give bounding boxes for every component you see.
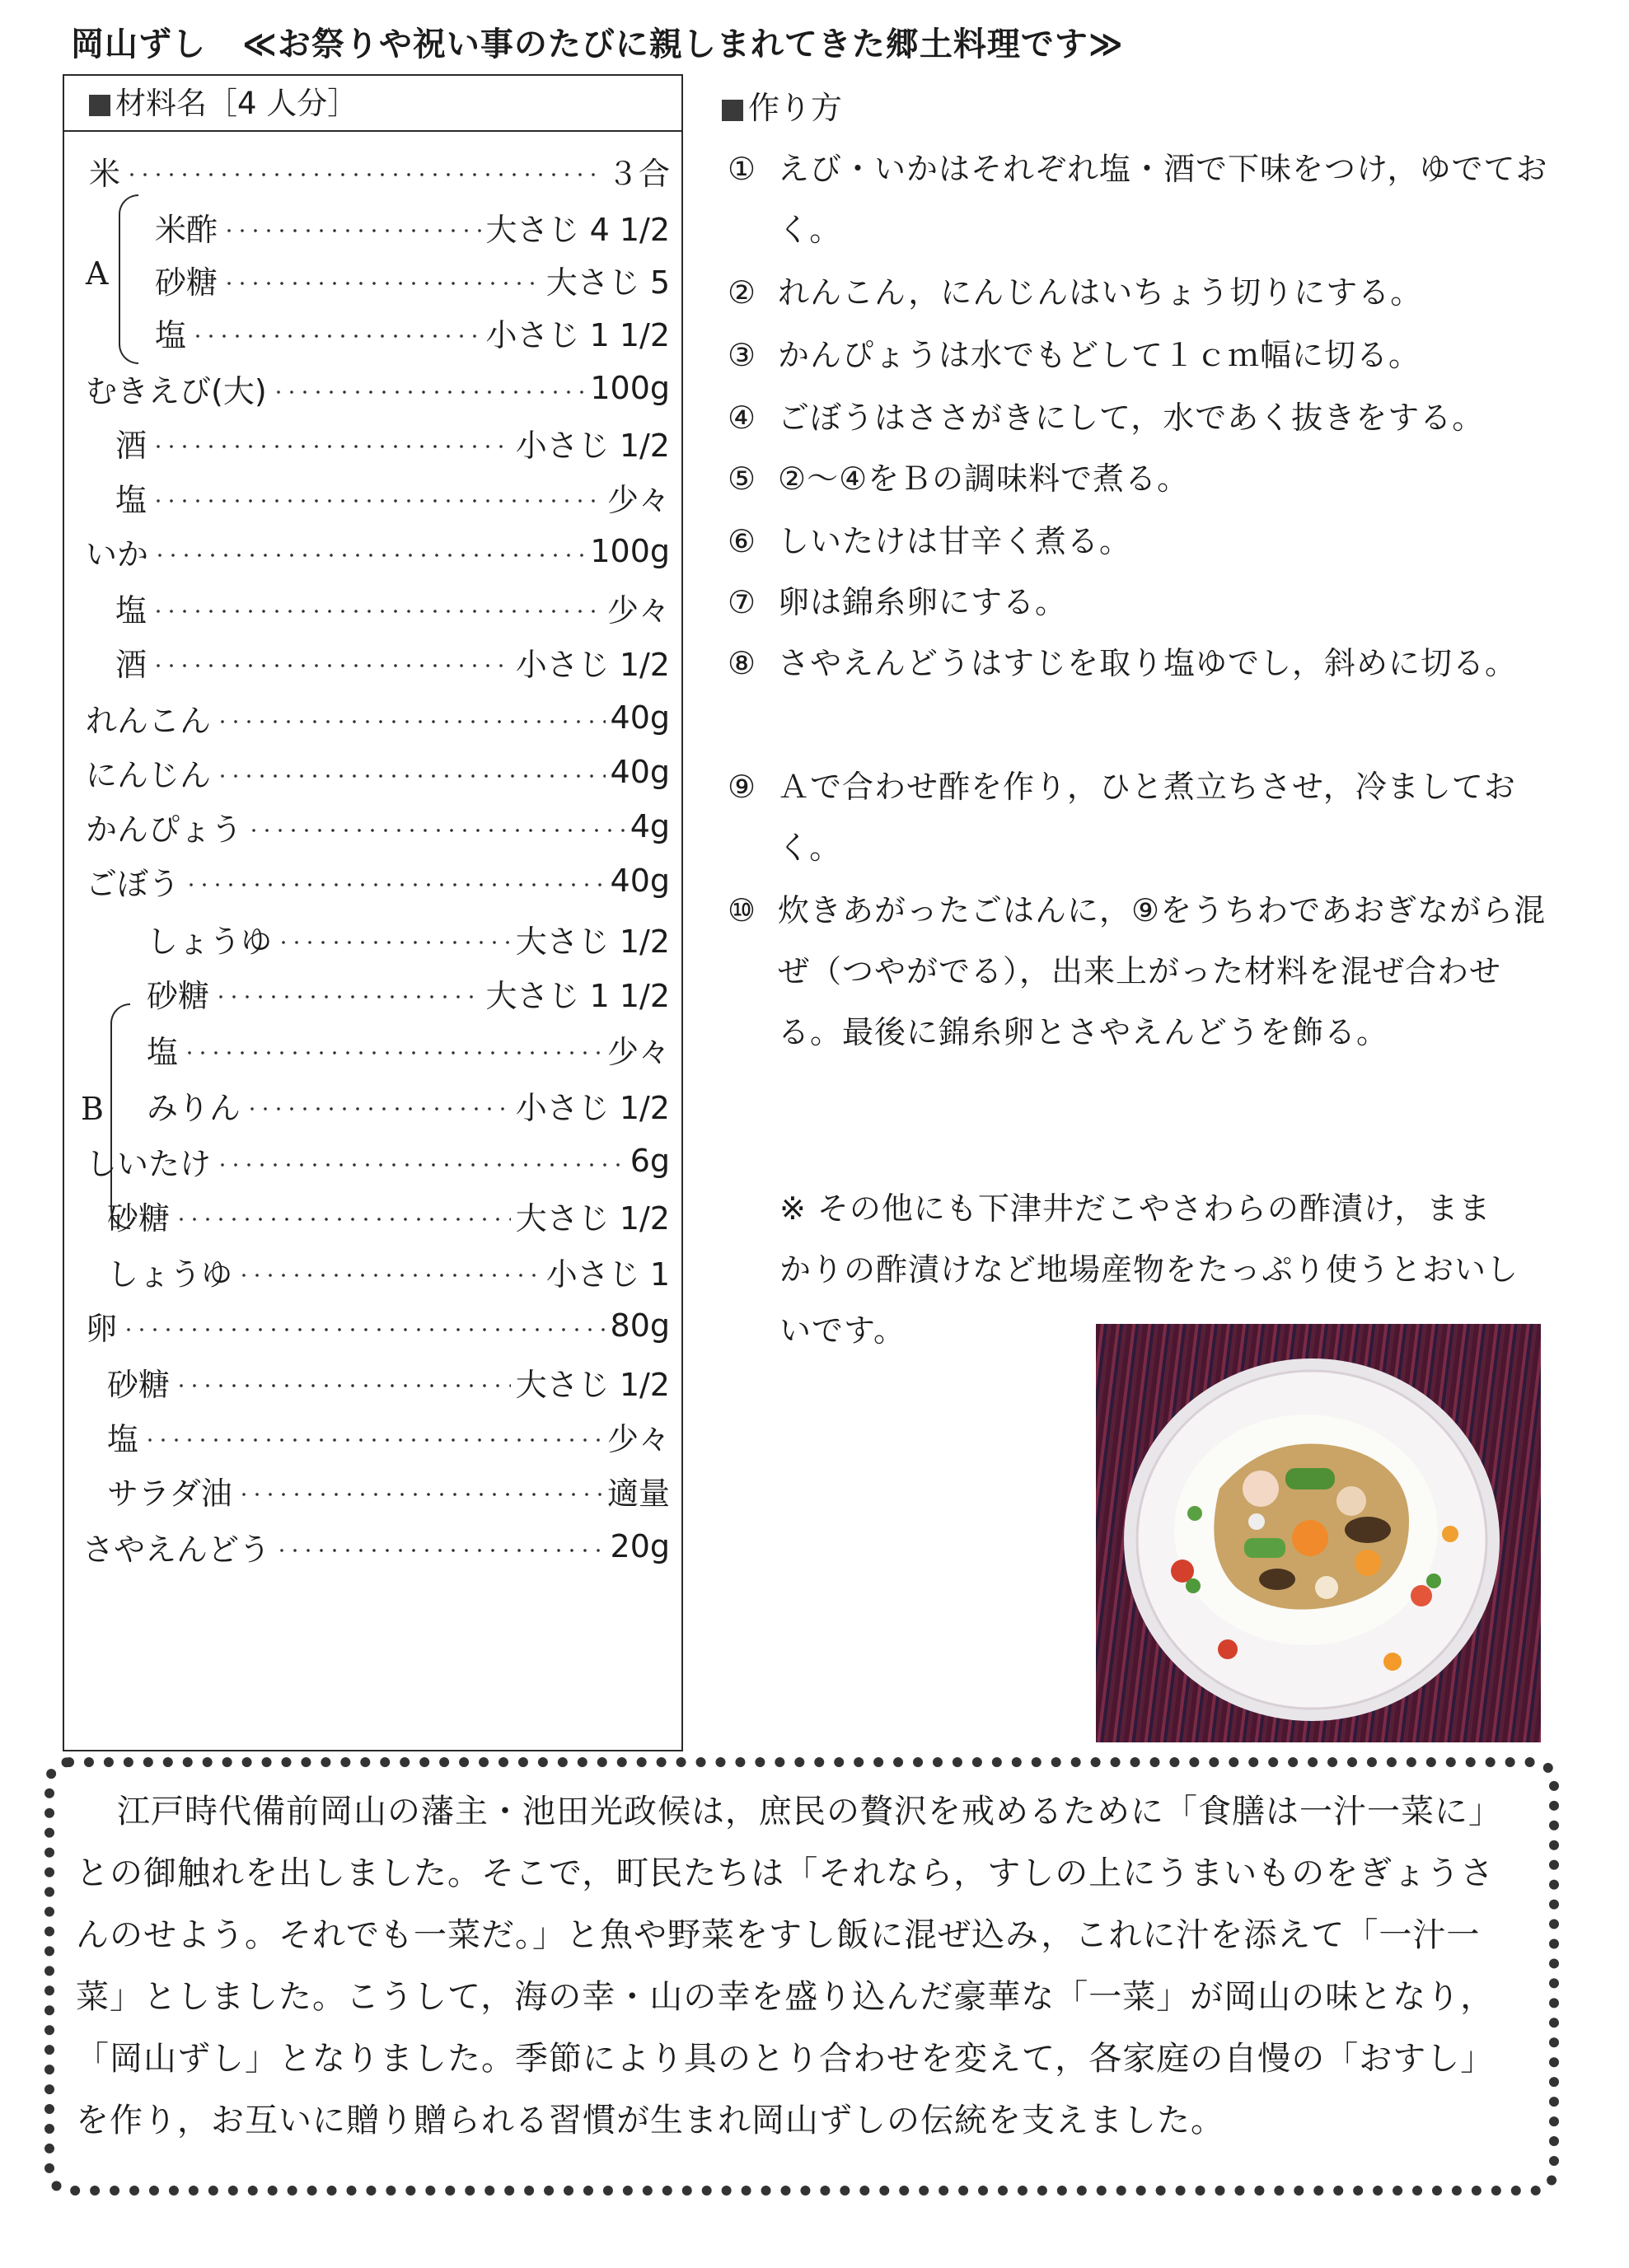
- method-step: [719, 572, 1559, 633]
- ingredient-amount: 少々: [606, 1033, 670, 1070]
- leader-dots: [216, 1163, 625, 1167]
- ingredient-row: [115, 636, 670, 687]
- ingredient-row: [89, 145, 670, 196]
- leader-dots: [175, 1218, 511, 1221]
- method-step: [719, 138, 1559, 260]
- ingredient-name: かんぴょう: [86, 811, 243, 848]
- ingredient-amount: 100g: [590, 370, 670, 406]
- ingredient-name: 酒: [115, 427, 147, 464]
- ingredient-name: 砂糖: [107, 1366, 171, 1403]
- ingredient-name: 砂糖: [147, 977, 210, 1014]
- step-number: ③: [727, 337, 756, 373]
- ingredient-row: [147, 967, 670, 1018]
- ingredient-name: サラダ油: [107, 1475, 232, 1512]
- ingredient-row: [86, 1300, 670, 1351]
- leader-dots: [275, 1549, 606, 1552]
- dish-photo: [1096, 1324, 1541, 1742]
- leader-dots: [222, 282, 541, 285]
- group-a-label: A: [86, 255, 109, 292]
- ingredient-name: しょうゆ: [107, 1256, 233, 1293]
- ingredient-name: 米: [89, 155, 121, 192]
- step-number: ⑧: [727, 645, 756, 681]
- step-text: Ａで合わせ酢を作り，ひと煮立ちさせ，冷ましておく。: [778, 769, 1516, 866]
- ingredient-name: むきえび(大): [86, 372, 267, 409]
- ingredient-amount: 小さじ 1 1/2: [485, 316, 670, 353]
- ingredient-amount: 40g: [610, 754, 670, 790]
- ingredient-amount: 小さじ 1/2: [515, 427, 670, 464]
- ingredient-name: 酒: [115, 646, 147, 683]
- method-step: [719, 387, 1559, 448]
- ingredient-amount: 大さじ 4 1/2: [485, 211, 670, 248]
- method-step: [719, 756, 1559, 878]
- method-step: [719, 448, 1559, 509]
- ingredient-row: [155, 201, 670, 252]
- ingredient-row: [107, 1410, 670, 1461]
- ingredient-row: [86, 362, 670, 414]
- ingredient-row: [115, 582, 670, 633]
- ingredient-name: しいたけ: [86, 1145, 212, 1182]
- ingredient-amount: 100g: [590, 533, 670, 569]
- leader-dots: [277, 941, 511, 944]
- ingredient-row: [86, 855, 670, 906]
- step-number: ⑨: [727, 769, 756, 805]
- step-number: ⑥: [727, 523, 756, 559]
- method-step: [719, 262, 1559, 323]
- ingredient-row: [86, 801, 670, 852]
- ingredient-row: [86, 526, 670, 577]
- page-title: [71, 18, 1124, 65]
- ingredient-row: [107, 1356, 670, 1407]
- method-step: [719, 880, 1559, 1063]
- ingredients-table: [63, 74, 683, 1751]
- ingredient-row: [86, 746, 670, 797]
- ingredient-amount: 大さじ 5: [545, 264, 670, 301]
- ingredient-name: いか: [86, 535, 149, 573]
- step-text: さやえんどうはすじを取り塩ゆでし，斜めに切る。: [778, 645, 1518, 681]
- ingredient-amount: 大さじ 1/2: [515, 1199, 670, 1237]
- leader-dots: [122, 1328, 606, 1331]
- dish-subtitle: ≪お祭りや祝い事のたびに親しまれてきた郷土料理です≫: [242, 26, 1124, 63]
- leader-dots: [191, 334, 480, 338]
- ingredient-amount: 大さじ 1/2: [515, 923, 670, 960]
- leader-dots: [183, 1051, 602, 1055]
- leader-dots: [214, 995, 480, 998]
- ingredient-row: [86, 1135, 670, 1186]
- square-bullet-icon: [722, 100, 743, 121]
- ingredient-row: [155, 306, 670, 358]
- ingredient-name: みりん: [147, 1089, 241, 1126]
- step-text: かんぴょうは水でもどして１ｃｍ幅に切る。: [778, 337, 1421, 373]
- ingredient-name: ごぼう: [86, 865, 180, 902]
- ingredient-row: [86, 692, 670, 743]
- ingredient-amount: 小さじ 1/2: [515, 1089, 670, 1126]
- ingredient-name: 塩: [115, 481, 147, 518]
- ingredient-row: [82, 1521, 670, 1572]
- step-number: ⑩: [727, 892, 756, 928]
- square-bullet-icon: [89, 95, 110, 116]
- ingredient-amount: 6g: [630, 1143, 670, 1179]
- step-number: ⑤: [727, 461, 756, 497]
- leader-dots: [237, 1493, 602, 1496]
- method-step: [719, 511, 1559, 572]
- ingredients-heading: 材料名［4 人分］: [64, 76, 681, 132]
- method-note: ※ その他にも下津井だこやさわらの酢漬け，ままかりの酢漬けなど地場産物をたっぷり使うとおいしいです。: [779, 1190, 1519, 1349]
- ingredient-name: れんこん: [86, 702, 212, 739]
- method-step: [719, 325, 1559, 386]
- method-heading: 作り方: [722, 82, 842, 128]
- ingredient-row: [147, 913, 670, 964]
- ingredient-row: [147, 1079, 670, 1130]
- step-text: 卵は錦糸卵にする。: [778, 584, 1068, 620]
- step-text: しいたけは甘辛く煮る。: [778, 523, 1132, 559]
- ingredient-amount: 40g: [610, 699, 670, 736]
- ingredient-name: にんじん: [86, 756, 212, 793]
- ingredient-name: 砂糖: [155, 264, 218, 301]
- ingredient-name: さやえんどう: [82, 1531, 271, 1568]
- step-text: ②～④をＢの調味料で煮る。: [778, 461, 1190, 497]
- group-a-bracket: [119, 194, 138, 364]
- ingredient-row: [155, 254, 670, 305]
- ingredient-amount: 小さじ 1/2: [515, 646, 670, 683]
- leader-dots: [246, 1107, 511, 1111]
- leader-dots: [152, 610, 602, 613]
- dish-name: 岡山ずし: [71, 26, 206, 63]
- method-step: [719, 633, 1559, 694]
- leader-dots: [247, 829, 625, 832]
- ingredient-amount: 40g: [610, 863, 670, 899]
- ingredient-row: [147, 1023, 670, 1074]
- leader-dots: [152, 499, 602, 503]
- ingredient-row: [107, 1190, 670, 1241]
- ingredient-amount: 少々: [606, 1420, 670, 1457]
- ingredient-row: [107, 1246, 670, 1297]
- ingredient-name: 砂糖: [107, 1199, 171, 1237]
- leader-dots: [272, 390, 586, 394]
- step-text: れんこん，にんじんはいちょう切りにする。: [778, 274, 1423, 311]
- leader-dots: [222, 229, 480, 232]
- history-text: 江戸時代備前岡山の藩主・池田光政候は，庶民の贅沢を戒めるために「食膳は一汁一菜に」との御触れを出しました。そこで，町民たちは「それなら，すしの上にうまいものをぎょうさんのせよう。それでも一菜だ。」と魚や野菜をすし飯に混ぜ込み，これに汁を添えて「一汁一菜」としました。こうして，海の幸・山の幸を盛り込んだ豪華な「一菜」が岡山の味となり，「岡山ずし」となりました。季節により具のとり合わせを変えて，各家庭の自慢の「おすし」を作り，お互いに贈り贈られる習慣が生まれ岡山ずしの伝統を支えました。: [76, 1793, 1502, 2139]
- leader-dots: [153, 554, 585, 557]
- ingredient-row: [115, 417, 670, 468]
- ingredient-amount: 少々: [606, 592, 670, 629]
- step-number: ④: [727, 400, 756, 436]
- ingredient-amount: 大さじ 1 1/2: [485, 977, 670, 1014]
- ingredient-name: 卵: [86, 1310, 118, 1347]
- leader-dots: [185, 883, 606, 886]
- step-text: ごぼうはささがきにして，水であく抜きをする。: [778, 400, 1485, 436]
- ingredient-amount: 適量: [606, 1475, 670, 1512]
- ingredient-amount: 大さじ 1/2: [515, 1366, 670, 1403]
- step-number: ②: [727, 274, 756, 311]
- leader-dots: [216, 774, 606, 778]
- leader-dots: [152, 664, 511, 667]
- ingredient-name: 米酢: [155, 211, 218, 248]
- ingredient-amount: ３合: [606, 155, 670, 192]
- leader-dots: [143, 1438, 602, 1442]
- leader-dots: [175, 1384, 511, 1387]
- ingredient-name: 塩: [147, 1033, 179, 1070]
- ingredient-amount: 小さじ 1: [545, 1256, 670, 1293]
- ingredient-row: [107, 1465, 670, 1516]
- step-text: 炊きあがったごはんに，⑨をうちわであおぎながら混ぜ（つやがでる），出来上がった材料を混ぜ合わせる。最後に錦糸卵とさやえんどうを飾る。: [778, 892, 1547, 1050]
- group-b-label: B: [81, 1091, 104, 1127]
- step-number: ①: [727, 151, 756, 187]
- leader-dots: [216, 720, 606, 723]
- ingredient-name: 塩: [115, 592, 147, 629]
- ingredient-amount: 20g: [610, 1528, 670, 1564]
- ingredient-row: [115, 471, 670, 522]
- step-number: ⑦: [727, 584, 756, 620]
- ingredient-amount: 4g: [630, 808, 670, 844]
- ingredient-name: 塩: [107, 1420, 139, 1457]
- leader-dots: [152, 445, 511, 448]
- ingredient-name: しょうゆ: [147, 923, 273, 960]
- ingredient-name: 塩: [155, 316, 187, 353]
- leader-dots: [237, 1274, 541, 1277]
- step-text: えび・いかはそれぞれ塩・酒で下味をつけ，ゆでておく。: [778, 151, 1548, 248]
- ingredient-amount: 少々: [606, 481, 670, 518]
- leader-dots: [125, 173, 602, 176]
- ingredient-amount: 80g: [610, 1307, 670, 1344]
